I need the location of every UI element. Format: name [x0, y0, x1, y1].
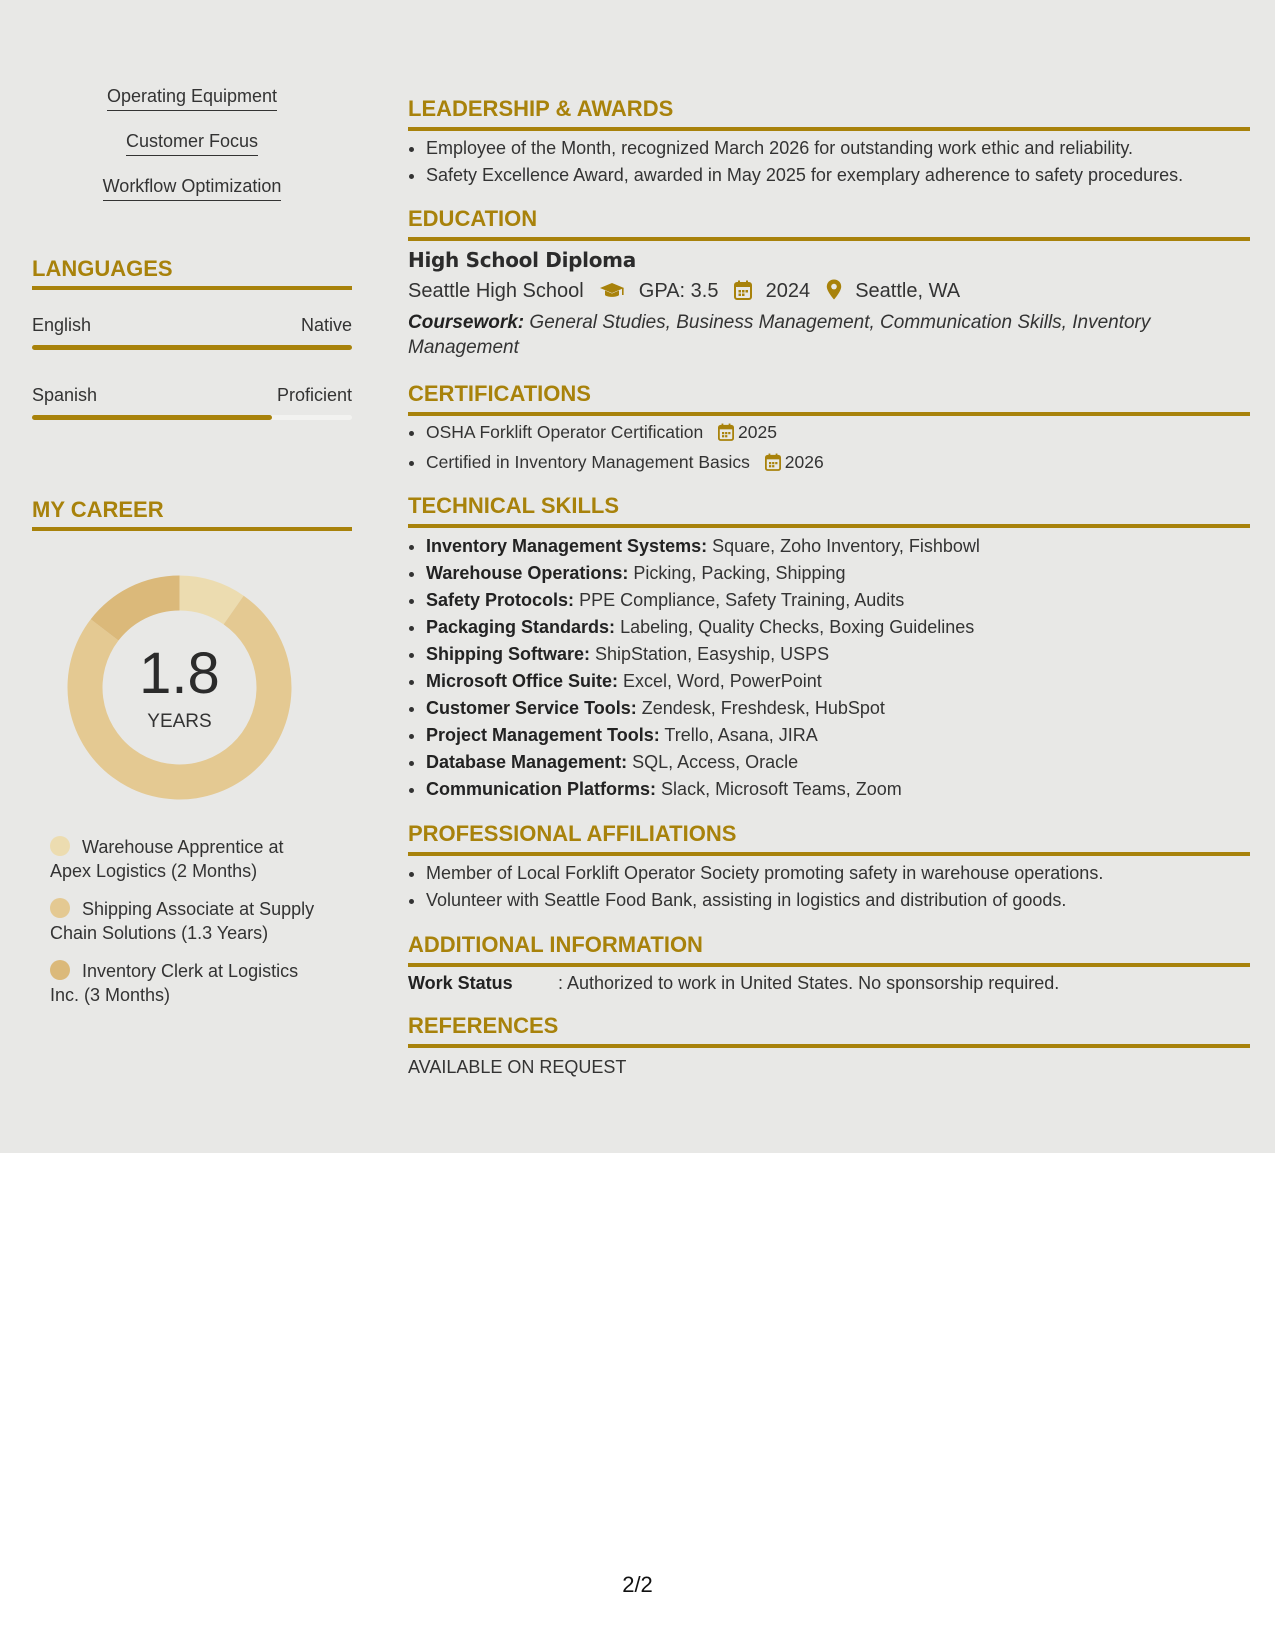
skill-label: Shipping Software: — [426, 644, 590, 664]
coursework-text: General Studies, Business Management, Communication Skills, Inventory Management — [408, 312, 1151, 358]
skill-value: PPE Compliance, Safety Training, Audits — [579, 590, 905, 610]
degree-title: High School Diploma — [408, 248, 636, 272]
certification-name: Certified in Inventory Management Basics — [426, 452, 750, 472]
skill-list — [32, 86, 352, 221]
list-item — [426, 668, 1268, 695]
career-heading: MY CAREER — [32, 497, 352, 531]
skill-value: Trello, Asana, JIRA — [664, 725, 818, 745]
affiliations-heading: PROFESSIONAL AFFILIATIONS — [408, 821, 1250, 856]
calendar-icon — [718, 422, 734, 449]
list-item — [426, 614, 1268, 641]
skill-label: Database Management: — [426, 752, 628, 772]
skill-value: Zendesk, Freshdesk, HubSpot — [641, 698, 885, 718]
list-item — [426, 749, 1268, 776]
skill-value: Square, Zoho Inventory, Fishbowl — [712, 536, 980, 556]
list-item — [426, 722, 1268, 749]
certifications-list — [408, 419, 1268, 479]
graduation-cap-icon — [599, 282, 625, 306]
references-text: AVAILABLE ON REQUEST — [408, 1057, 627, 1077]
certification-year: 2025 — [738, 422, 777, 442]
language-bar-fill — [32, 415, 272, 420]
language-bar-fill — [32, 345, 352, 350]
list-item — [426, 419, 1268, 449]
location-pin-icon — [826, 279, 842, 306]
skill-label: Packaging Standards: — [426, 617, 616, 637]
career-item — [50, 897, 320, 945]
list-item — [426, 587, 1268, 614]
leadership-list — [408, 135, 1268, 189]
graduation-year: 2024 — [765, 280, 811, 302]
skill-value: Labeling, Quality Checks, Boxing Guidelines — [620, 617, 975, 637]
work-status-value: : Authorized to work in United States. No sponsorship required. — [558, 973, 1060, 993]
work-status-label: Work Status — [408, 973, 513, 993]
skill-item: Workflow Optimization — [103, 176, 282, 201]
career-donut-chart — [67, 575, 292, 800]
skill-label: Inventory Management Systems: — [426, 536, 708, 556]
legend-dot — [50, 836, 70, 856]
skill-item: Operating Equipment — [107, 86, 277, 111]
language-name: English — [32, 315, 92, 335]
coursework — [408, 310, 1250, 360]
list-item: • Member of Local Forklift Operator Society promoting safety in warehouse operations. — [426, 860, 1268, 887]
languages-heading: LANGUAGES — [32, 256, 352, 290]
skill-value: SQL, Access, Oracle — [632, 752, 799, 772]
list-item: • Employee of the Month, recognized March 2026 for outstanding work ethic and reliability. — [426, 135, 1268, 162]
list-item — [426, 560, 1268, 587]
list-item — [426, 449, 1268, 479]
list-item — [426, 776, 1268, 803]
career-item — [50, 959, 320, 1007]
leadership-heading: LEADERSHIP & AWARDS — [408, 96, 1250, 131]
donut-center — [67, 575, 292, 800]
career-text: Shipping Associate at Supply Chain Solutions (1.3 Years) — [50, 899, 315, 943]
skill-value: Picking, Packing, Shipping — [633, 563, 846, 583]
additional-info-heading: ADDITIONAL INFORMATION — [408, 932, 1250, 967]
skill-label: Communication Platforms: — [426, 779, 657, 799]
career-unit: YEARS — [147, 711, 212, 732]
language-level: Proficient — [276, 385, 352, 405]
calendar-icon — [765, 452, 781, 479]
language-name: Spanish — [32, 385, 98, 405]
career-legend — [50, 835, 320, 1021]
list-item — [426, 695, 1268, 722]
technical-skills-heading: TECHNICAL SKILLS — [408, 493, 1250, 528]
career-total: 1.8 — [139, 641, 220, 706]
list-item — [426, 641, 1268, 668]
skill-value: Slack, Microsoft Teams, Zoom — [661, 779, 902, 799]
career-text: Inventory Clerk at Logistics Inc. (3 Months) — [50, 961, 299, 1005]
language-level: Native — [300, 315, 352, 335]
affiliations-list — [408, 860, 1268, 914]
skill-item: Customer Focus — [126, 131, 258, 156]
skill-label: Project Management Tools: — [426, 725, 660, 745]
coursework-label: Coursework: — [408, 312, 525, 333]
skill-value: ShipStation, Easyship, USPS — [595, 644, 830, 664]
certifications-heading: CERTIFICATIONS — [408, 381, 1250, 416]
certification-name: OSHA Forklift Operator Certification — [426, 422, 704, 442]
language-bar — [32, 415, 352, 420]
skill-label: Warehouse Operations: — [426, 563, 629, 583]
skill-label: Customer Service Tools: — [426, 698, 637, 718]
school-location: Seattle, WA — [855, 280, 961, 302]
list-item — [426, 533, 1268, 560]
certification-year: 2026 — [784, 452, 824, 472]
skill-label: Microsoft Office Suite: — [426, 671, 619, 691]
references-heading: REFERENCES — [408, 1013, 1250, 1048]
list-item: • Safety Excellence Award, awarded in May 2025 for exemplary adherence to safety procedures. — [426, 162, 1268, 189]
technical-skills-list — [408, 533, 1268, 803]
legend-dot — [50, 960, 70, 980]
list-item: • Volunteer with Seattle Food Bank, assisting in logistics and distribution of goods. — [426, 887, 1268, 914]
skill-value: Excel, Word, PowerPoint — [623, 671, 822, 691]
education-heading: EDUCATION — [408, 206, 1250, 241]
education-details — [408, 279, 960, 306]
language-bar — [32, 345, 352, 350]
calendar-icon — [734, 280, 752, 306]
career-item — [50, 835, 320, 883]
skill-label: Safety Protocols: — [426, 590, 575, 610]
page-number: 2/2 — [622, 1572, 653, 1597]
work-status — [408, 973, 1059, 994]
legend-dot — [50, 898, 70, 918]
gpa: GPA: 3.5 — [638, 280, 719, 302]
career-text: Warehouse Apprentice at Apex Logistics (2 Months) — [50, 837, 284, 881]
school-name: Seattle High School — [408, 280, 584, 302]
